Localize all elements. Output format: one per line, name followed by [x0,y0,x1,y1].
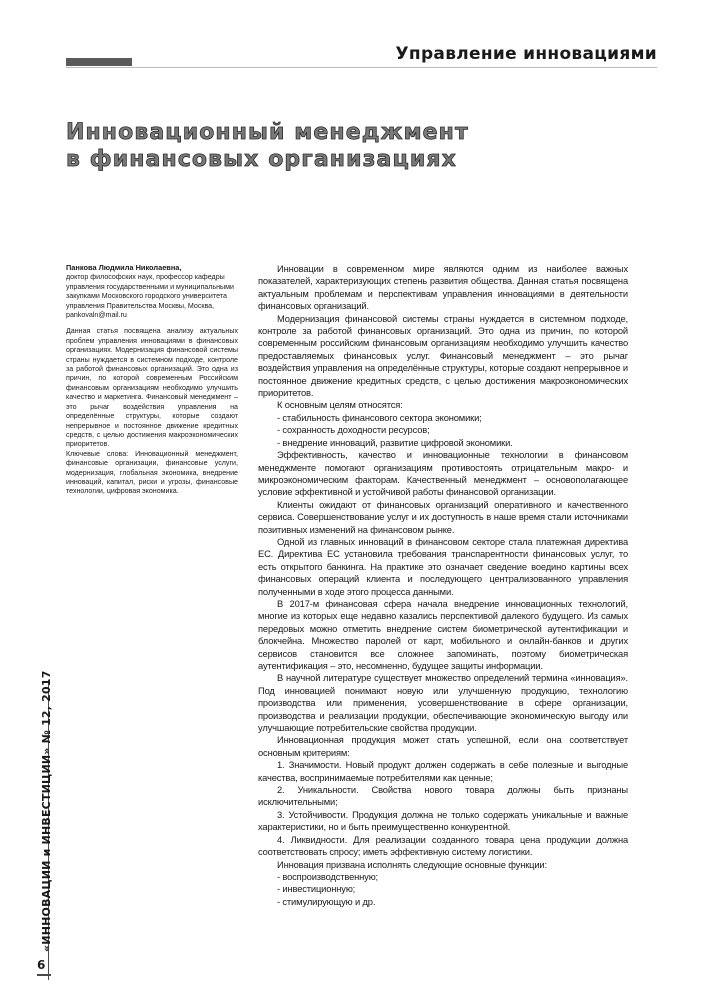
author-column [66,263,238,497]
author-affiliation: доктор философских наук, профессор кафедры управления государственными и муниципальными закупками Московского городского университета управления Правительства Москвы, Москва, pankovaln@mail.ru [66,273,234,320]
page-number-rule [37,974,51,976]
body-paragraph: К основным целям относятся: [277,400,403,411]
journal-caption: «ИННОВАЦИИ и ИНВЕСТИЦИИ» № 12, 2017 [40,670,53,952]
list-item: 4. Ликвидности. Для реализации созданного товара цена продукции должна соответствовать спросу; иметь эффективную систему логистики. [258,834,628,858]
list-item: - воспроизводственную; [277,871,378,882]
article-title-line-2: в финансовых организациях [66,147,457,172]
body-paragraph: Одной из главных инноваций в финансовом секторе стала платежная директива ЕС. Директива ЕС установила требования транспарентности финансовых услуг, то есть открытого банкинга. На практике это означает сведение воедино картины всех финансовых операций клиента и последующего централизованного управления полученными в ходе этого процесса данными. [258,536,628,597]
body-paragraph: В 2017-м финансовая сфера начала внедрение инновационных технологий, многие из которых еще недавно казались перспективой далекого будущего. Из самых передовых можно отметить внедрение систем биометрической аутентификации и блокчейна. Множество паролей от карт, мобильного и онлайн-банков и других сервисов становится все сложнее запоминать, поэтому биометрическая аутентификация – это, несомненно, будущее защиты информации. [258,598,628,671]
body-paragraph: Инновации в современном мире являются одним из наиболее важных показателей, характеризующих степень развития общества. Данная статья посвящена актуальным проблемам и перспективам управления инновациями в деятельности финансовых организаций. [258,264,628,312]
header-accent-bar [66,58,132,66]
author-name: Панкова Людмила Николаевна, [66,263,182,272]
body-paragraph: Инновация призвана исполнять следующие основные функции: [277,859,547,870]
list-item: - стимулирующую и др. [277,896,376,907]
abstract-text: Данная статья посвящена анализу актуальных проблем управления инновациями в финансовых организациях. Модернизация финансовой системы страны нуждается в системном подходе, контроле за работой финансовых организаций. Это одна из причин, по которой современным Российским финансовым организациям необходимо улучшить качество и маркетинга. Финансовый менеджмент – это рычаг воздействия управления на определённые структуры, которые создают непрерывное и постоянное движение кредитных средств, с целью достижения макроэкономических приоритетов. [66,327,238,449]
list-item: 2. Уникальности. Свойства нового товара должны быть признаны исключительными; [258,785,628,808]
abstract-keywords: Ключевые слова: Инновационный менеджмент, финансовые организации, финансовые услуги, модернизация, глобальная экономика, внедрение инноваций, капитал, риски и угрозы, финансовые технологии, цифровая экономика. [66,449,238,496]
header-rule [66,67,657,68]
list-item: - стабильность финансового сектора экономики; [277,412,482,423]
abstract [66,327,238,496]
body-paragraph: Инновационная продукция может стать успешной, если она соответствует основным критериям: [258,735,628,758]
section-title: Управление инновациями [395,44,657,64]
list-item: - сохранность доходности ресурсов; [277,425,430,436]
body-paragraph: Модернизация финансовой системы страны нуждается в системном подходе, контроле за работой финансовых организаций. Это одна из причин, по которой современным российским финансовым организациям необходимо улучшить качество предоставляемых финансовых услуг. Финансовый менеджмент – это рычаг воздействия управления на определённые структуры, которые создают непрерывное и постоянное движение кредитных средств, с целью достижения макроэкономических приоритетов. [258,313,628,399]
body-paragraph: В научной литературе существует множество определений термина «инновация». Под инновацией понимают новую или улучшенную продукцию, технологию производства или применения, усовершенствование в сфере организации, производства и реализации продукции, обеспечивающие экономическую выгоду или улучшающие потребительские свойства продукции. [258,673,628,734]
list-item: - инвестиционную; [277,884,356,895]
page-number: 6 [37,958,46,972]
article-title-line-1: Инновационный менеджмент [66,120,469,145]
list-item: - внедрение инноваций, развитие цифровой экономики. [277,437,513,448]
article-body [258,263,628,908]
body-paragraph: Клиенты ожидают от финансовых организаций оперативного и качественного сервиса. Совершенствование услуг и их доступность в наше время стали источниками позитивных изменений на финансовом рынке. [258,499,628,535]
body-paragraph: Эффективность, качество и инновационные технологии в финансовом менеджменте помогают организациям противостоять отрицательным макро- и микроэкономическим факторам. Качественный менеджмент – основополагающее условие эффективной и устойчивой работы финансовой организации. [258,450,628,498]
list-item: 1. Значимости. Новый продукт должен содержать в себе полезные и выгодные качества, воспринимаемые потребителями как ценные; [258,760,628,783]
article-title [66,119,626,173]
list-item: 3. Устойчивости. Продукция должна не только содержать уникальные и важные характеристики, но и быть преимущественно конкурентной. [258,809,628,833]
